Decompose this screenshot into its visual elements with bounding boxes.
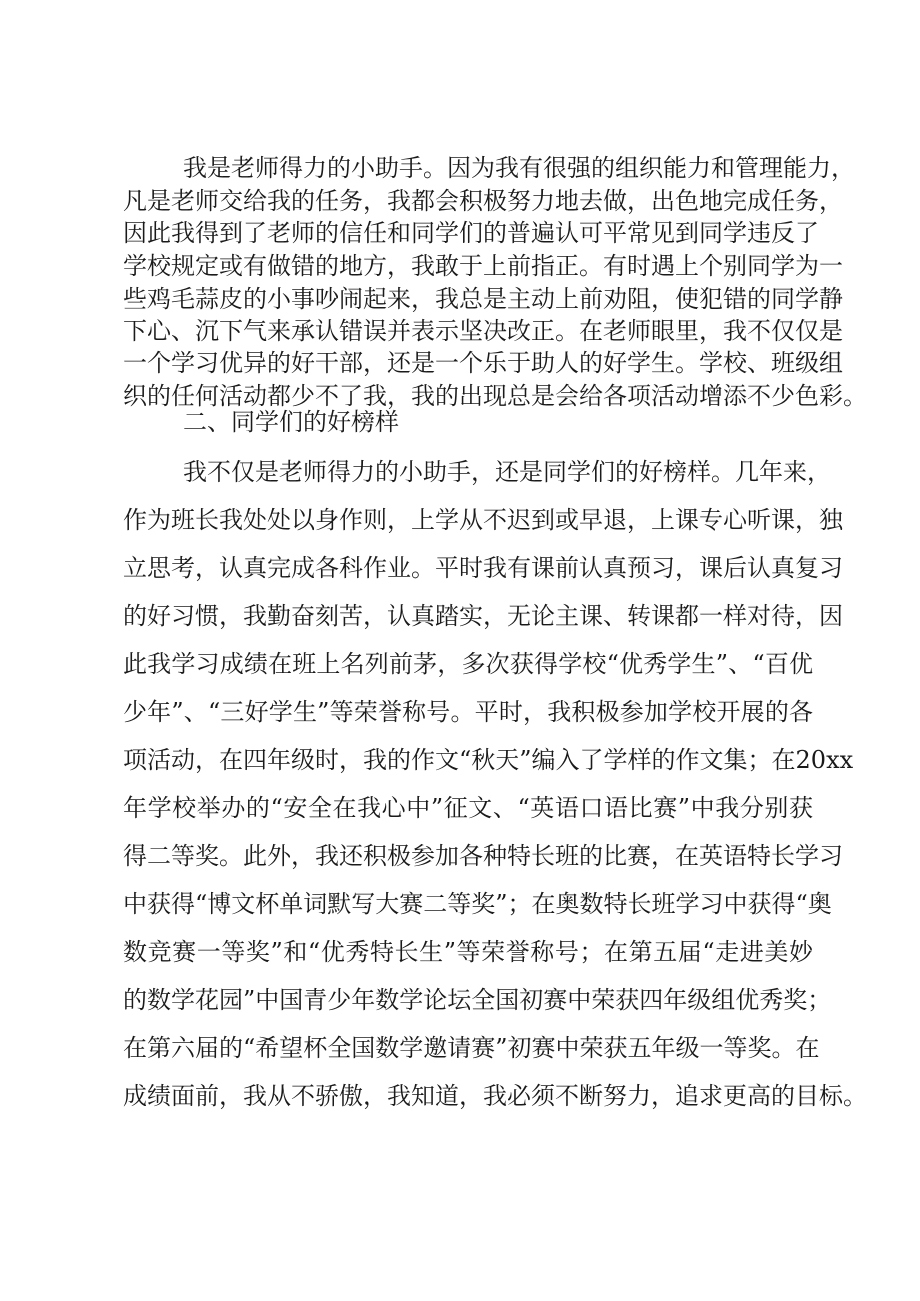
- text-line: 得二等奖。此外，我还积极参加各种特长班的比赛，在英语特长学习: [123, 842, 843, 870]
- text-line: 的好习惯，我勤奋刻苦，认真踏实，无论主课、转课都一样对待，因: [123, 602, 843, 630]
- text-line: 织的任何活动都少不了我，我的出现总是会给各项活动增添不少色彩。: [123, 382, 867, 410]
- text-line: 在第六届的“希望杯全国数学邀请赛”初赛中荣获五年级一等奖。在: [123, 1034, 820, 1062]
- text-line: 下心、沉下气来承认错误并表示坚决改正。在老师眼里，我不仅仅是: [123, 317, 843, 345]
- text-line: 作为班长我处处以身作则，上学从不迟到或早退，上课专心听课，独: [123, 506, 843, 534]
- text-line: 学校规定或有做错的地方，我敢于上前指正。有时遇上个别同学为一: [123, 252, 843, 280]
- text-line: 此我学习成绩在班上名列前茅，多次获得学校“优秀学生”、“百优: [123, 650, 813, 678]
- text-line: 成绩面前，我从不骄傲，我知道，我必须不断努力，追求更高的目标。: [123, 1082, 867, 1110]
- text-line: 些鸡毛蒜皮的小事吵闹起来，我总是主动上前劝阻，使犯错的同学静: [123, 285, 843, 313]
- text-line: 因此我得到了老师的信任和同学们的普遍认可平常见到同学违反了: [123, 219, 819, 247]
- text-line: 我不仅是老师得力的小助手，还是同学们的好榜样。几年来，: [183, 458, 831, 486]
- text-line: 数竞赛一等奖”和“优秀特长生”等荣誉称号；在第五届“走进美妙: [123, 938, 813, 966]
- text-line: 凡是老师交给我的任务，我都会积极努力地去做，出色地完成任务，: [123, 187, 843, 215]
- text-line: 中获得“博文杯单词默写大赛二等奖”；在奥数特长班学习中获得“奥: [123, 890, 832, 918]
- text-line: 一个学习优异的好干部，还是一个乐于助人的好学生。学校、班级组: [123, 349, 843, 377]
- text-line: 少年”、“三好学生”等荣誉称号。平时，我积极参加学校开展的各: [123, 698, 813, 726]
- text-line: 的数学花园”中国青少年数学论坛全国初赛中荣获四年级组优秀奖；: [123, 986, 832, 1014]
- text-line: 年学校举办的“安全在我心中”征文、“英语口语比赛”中我分别获: [123, 794, 813, 822]
- text-line: 我是老师得力的小助手。因为我有很强的组织能力和管理能力，: [183, 154, 855, 182]
- section-heading: 二、同学们的好榜样: [183, 408, 399, 436]
- text-line: 立思考，认真完成各科作业。平时我有课前认真预习，课后认真复习: [123, 554, 843, 582]
- text-line: 项活动，在四年级时，我的作文“秋天”编入了学样的作文集；在20xx: [123, 746, 854, 774]
